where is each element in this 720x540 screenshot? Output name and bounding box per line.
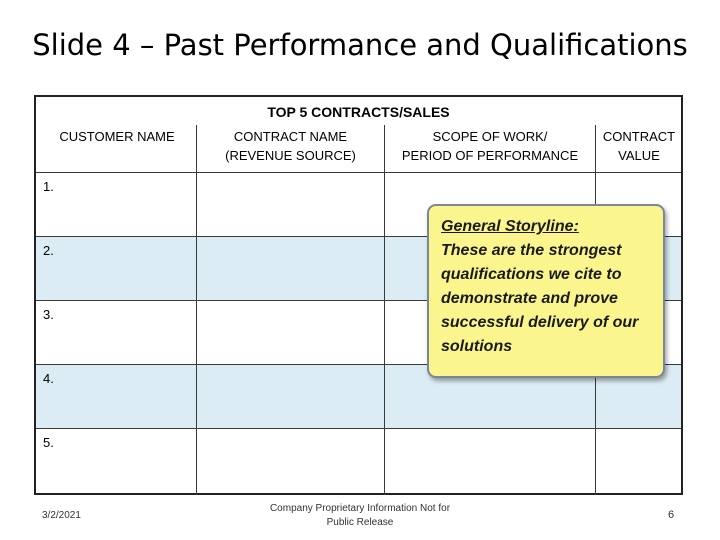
footer-notice-line: Public Release bbox=[326, 517, 394, 528]
callout-body: These are the strongest qualifications we cite to demonstrate and prove successful delivery of our solutions bbox=[441, 242, 639, 355]
table-row bbox=[36, 428, 681, 495]
row-number: 5. bbox=[43, 435, 54, 450]
header-scope-of-work bbox=[385, 127, 595, 165]
row-number: 1. bbox=[43, 179, 54, 194]
row-number: 4. bbox=[43, 371, 54, 386]
row-number: 2. bbox=[43, 243, 54, 258]
header-customer-name bbox=[38, 127, 196, 146]
footer-date: 3/2/2021 bbox=[42, 510, 81, 521]
header-line: VALUE bbox=[618, 148, 660, 163]
header-contract-value bbox=[596, 127, 682, 165]
footer-notice-line: Company Proprietary Information Not for bbox=[269, 503, 451, 514]
page-number: 6 bbox=[668, 509, 675, 521]
footer-notice bbox=[250, 502, 470, 530]
header-line: PERIOD OF PERFORMANCE bbox=[401, 148, 579, 163]
header-line: CUSTOMER NAME bbox=[59, 129, 175, 144]
header-contract-name bbox=[197, 127, 384, 165]
column-divider bbox=[384, 172, 385, 495]
slide-title: Slide 4 – Past Performance and Qualifications bbox=[32, 28, 688, 62]
column-divider bbox=[196, 172, 197, 495]
header-line: CONTRACT NAME bbox=[233, 129, 348, 144]
row-number: 3. bbox=[43, 307, 54, 322]
table-title: TOP 5 CONTRACTS/SALES bbox=[267, 104, 450, 120]
callout-heading: General Storyline: bbox=[441, 218, 579, 235]
header-line: (REVENUE SOURCE) bbox=[225, 148, 356, 163]
header-line: CONTRACT bbox=[602, 129, 676, 144]
storyline-callout bbox=[427, 204, 665, 378]
header-line: SCOPE OF WORK/ bbox=[432, 129, 548, 144]
